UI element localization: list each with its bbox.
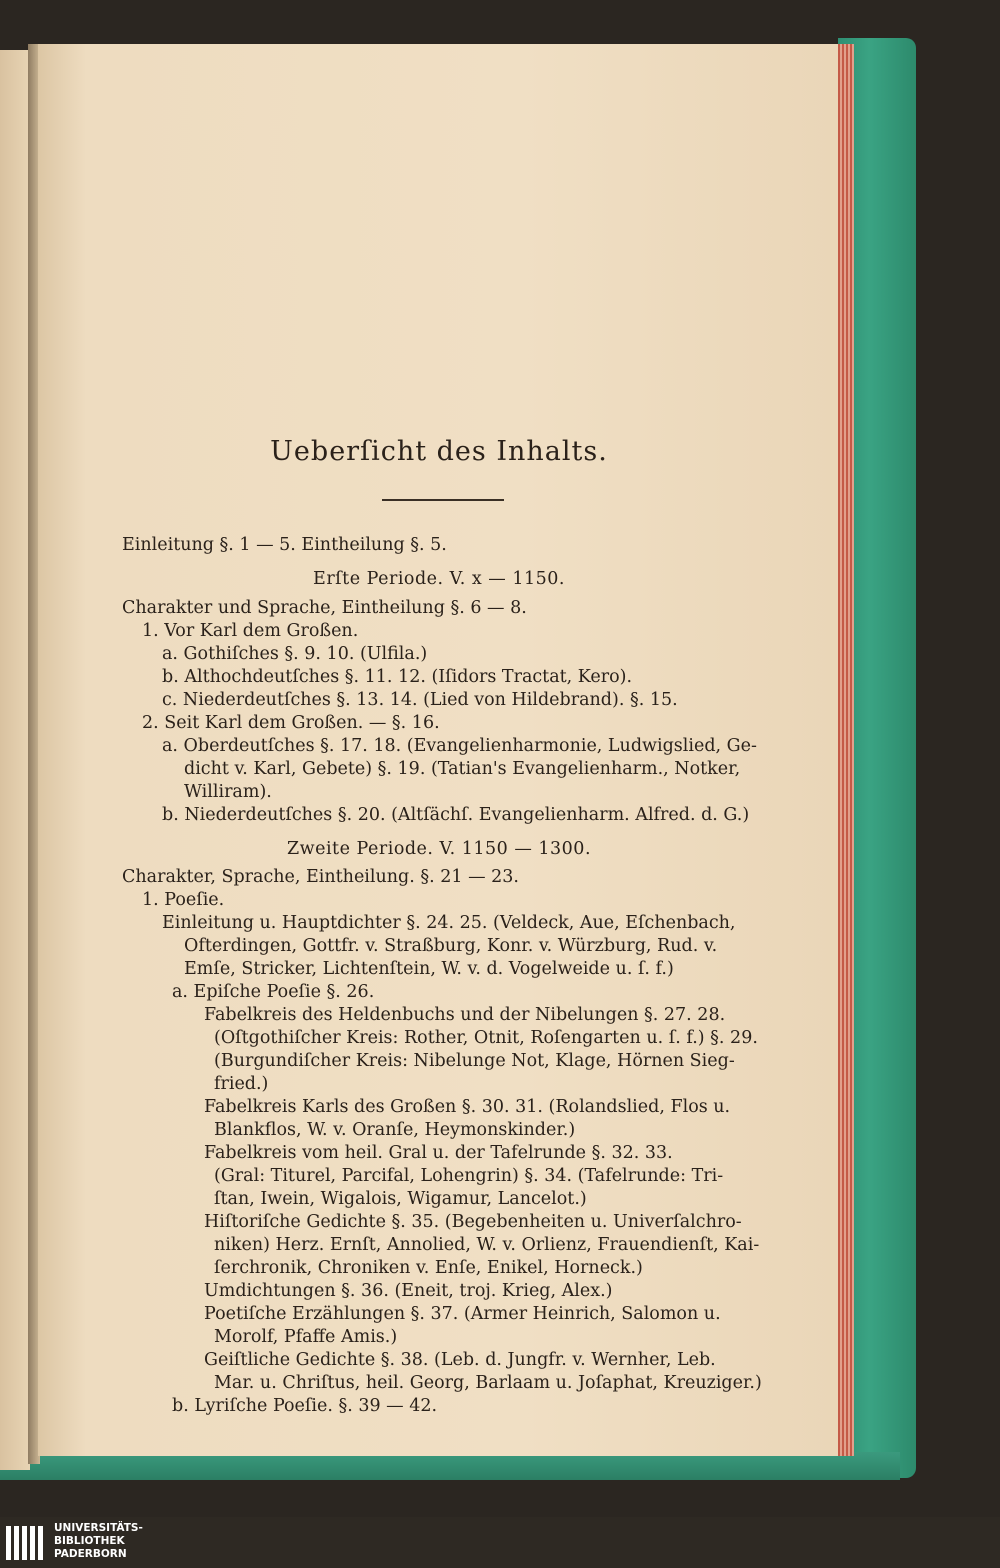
toc-line: dicht v. Karl, Gebete) §. 19. (Tatian's Evangelienharm., Notker, [184, 759, 741, 779]
left-page-edge [0, 50, 30, 1470]
toc-line: ſerchronik, Chroniken v. Enſe, Enikel, Horneck.) [214, 1258, 643, 1278]
period-heading: Erſte Periode. V. x — 1150. [313, 569, 565, 589]
library-name-line: BIBLIOTHEK [54, 1535, 125, 1547]
toc-line: ſtan, Iwein, Wigalois, Wigamur, Lancelot.) [214, 1189, 587, 1209]
toc-line: (Burgundiſcher Kreis: Nibelunge Not, Klage, Hörnen Sieg- [214, 1051, 735, 1071]
toc-line: (Oſtgothiſcher Kreis: Rother, Otnit, Roſengarten u. ſ. f.) §. 29. [214, 1028, 758, 1048]
toc-line: Hiſtoriſche Gedichte §. 35. (Begebenheiten u. Univerſalchro- [204, 1212, 742, 1232]
toc-line: Emſe, Stricker, Lichtenſtein, W. v. d. Vogelweide u. ſ. f.) [184, 959, 674, 979]
toc-line: Poetiſche Erzählungen §. 37. (Armer Heinrich, Salomon u. [204, 1304, 721, 1324]
university-library-logo [4, 1524, 48, 1564]
toc-line: fried.) [214, 1074, 269, 1094]
library-name [54, 1522, 143, 1561]
toc-line: b. Lyriſche Poeſie. §. 39 — 42. [172, 1396, 438, 1416]
toc-line: Fabelkreis Karls des Großen §. 30. 31. (Rolandslied, Flos u. [204, 1097, 731, 1117]
toc-line: Fabelkreis des Heldenbuchs und der Nibelungen §. 27. 28. [204, 1005, 726, 1025]
toc-line: Ofterdingen, Gottfr. v. Straßburg, Konr. v. Würzburg, Rud. v. [184, 936, 718, 956]
toc-line: Fabelkreis vom heil. Gral u. der Tafelrunde §. 32. 33. [204, 1143, 673, 1163]
book-cover-bottom [0, 1452, 900, 1480]
toc-line: 2. Seit Karl dem Großen. — §. 16. [142, 713, 440, 733]
toc-line: b. Althochdeutſches §. 11. 12. (Iſidors Tractat, Kero). [162, 667, 633, 687]
library-name-line: PADERBORN [54, 1548, 127, 1560]
toc-line: Einleitung u. Hauptdichter §. 24. 25. (Veldeck, Aue, Eſchenbach, [162, 913, 736, 933]
toc-line: 1. Poeſie. [142, 890, 225, 910]
toc-line: Einleitung §. 1 — 5. Eintheilung §. 5. [122, 535, 447, 555]
toc-line: Mar. u. Chriſtus, heil. Georg, Barlaam u. Joſaphat, Kreuziger.) [214, 1373, 762, 1393]
page-title: Ueberſicht des Inhalts. [270, 436, 608, 467]
toc-line: 1. Vor Karl dem Großen. [142, 621, 359, 641]
toc-line: Umdichtungen §. 36. (Eneit, troj. Krieg, Alex.) [204, 1281, 613, 1301]
library-name-line: UNIVERSITÄTS- [54, 1522, 143, 1534]
toc-line: Geiſtliche Gedichte §. 38. (Leb. d. Jungfr. v. Wernher, Leb. [204, 1350, 716, 1370]
footer-bar [0, 1517, 1000, 1568]
toc-line: a. Epiſche Poeſie §. 26. [172, 982, 375, 1002]
toc-line: a. Oberdeutſches §. 17. 18. (Evangelienharmonie, Ludwigslied, Ge- [162, 736, 757, 756]
title-rule [382, 499, 504, 501]
toc-line: a. Gothiſches §. 9. 10. (Ulfila.) [162, 644, 428, 664]
toc-line: Blankflos, W. v. Oranſe, Heymonskinder.) [214, 1120, 576, 1140]
table-of-contents [38, 44, 840, 1456]
book-page [38, 44, 840, 1456]
toc-line: (Gral: Titurel, Parcifal, Lohengrin) §. 34. (Tafelrunde: Tri- [214, 1166, 724, 1186]
toc-line: Morolf, Pfaffe Amis.) [214, 1327, 398, 1347]
period-heading: Zweite Periode. V. 1150 — 1300. [286, 839, 592, 859]
toc-line: b. Niederdeutſches §. 20. (Altſächſ. Evangelienharm. Alfred. d. G.) [162, 805, 750, 825]
page-edge-red [838, 44, 854, 1456]
toc-line: Charakter und Sprache, Eintheilung §. 6 — 8. [122, 598, 527, 618]
toc-line: Williram). [184, 782, 272, 802]
toc-line: Charakter, Sprache, Eintheilung. §. 21 — 23. [122, 867, 519, 887]
toc-line: niken) Herz. Ernſt, Annolied, W. v. Orlienz, Frauendienſt, Kai- [214, 1235, 760, 1255]
toc-line: c. Niederdeutſches §. 13. 14. (Lied von Hildebrand). §. 15. [162, 690, 678, 710]
